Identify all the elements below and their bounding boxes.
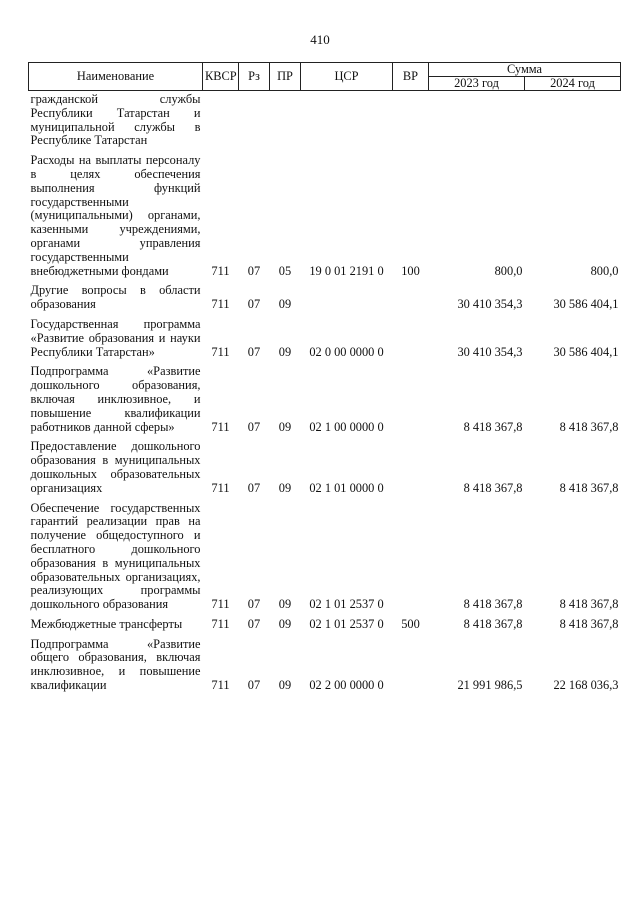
- table-row: [29, 438, 621, 499]
- row-pr: 09: [278, 616, 292, 631]
- header-sum: Сумма: [429, 63, 621, 77]
- row-pr: 05: [278, 263, 292, 278]
- row-sum-2023: 800,0: [494, 263, 523, 278]
- row-vr: 500: [401, 616, 420, 631]
- row-sum-2024: 30 586 404,1: [553, 344, 619, 359]
- row-csr: [301, 282, 393, 316]
- row-kvsr: 711: [211, 678, 230, 693]
- row-pr: 09: [278, 344, 292, 359]
- row-kvsr: 711: [211, 480, 230, 495]
- row-csr: [301, 91, 393, 153]
- row-pr: [270, 91, 301, 153]
- row-rz: 07: [247, 263, 261, 278]
- row-sum-2024: 30 586 404,1: [553, 297, 619, 312]
- row-sum-2024: 22 168 036,3: [553, 678, 619, 693]
- page-number: 410: [310, 32, 330, 47]
- row-rz: 07: [247, 480, 261, 495]
- row-kvsr: 711: [211, 297, 230, 312]
- row-kvsr: 711: [211, 263, 230, 278]
- row-pr: 09: [278, 597, 292, 612]
- budget-table: [28, 62, 621, 697]
- row-name: Государственная программа «Развитие образования и науки Республики Татарстан»: [30, 316, 201, 359]
- row-csr: 02 1 01 2537 0: [309, 616, 384, 631]
- row-sum-2024: 8 418 367,8: [559, 616, 619, 631]
- row-vr: [393, 363, 429, 438]
- row-csr: 02 1 00 0000 0: [309, 419, 384, 434]
- header-year-2024: 2024 год: [525, 77, 621, 91]
- row-sum-2023: [429, 91, 525, 153]
- header-vr: ВР: [393, 63, 429, 91]
- row-vr: [393, 282, 429, 316]
- row-vr: [393, 636, 429, 697]
- row-name: Подпрограмма «Развитие общего образования, включая инклюзивное, и повышение квалификации: [30, 636, 201, 693]
- row-pr: 09: [278, 419, 292, 434]
- row-sum-2023: 30 410 354,3: [457, 344, 523, 359]
- row-vr: [393, 500, 429, 616]
- row-rz: [239, 91, 270, 153]
- row-sum-2023: 21 991 986,5: [457, 678, 523, 693]
- row-kvsr: 711: [211, 344, 230, 359]
- table-row: [29, 282, 621, 316]
- row-sum-2024: 800,0: [590, 263, 619, 278]
- row-csr: 02 2 00 0000 0: [309, 678, 384, 693]
- row-rz: 07: [247, 419, 261, 434]
- row-sum-2024: 8 418 367,8: [559, 419, 619, 434]
- row-sum-2024: 8 418 367,8: [559, 480, 619, 495]
- header-csr: ЦСР: [301, 63, 393, 91]
- row-sum-2024: [525, 91, 621, 153]
- row-vr: [393, 91, 429, 153]
- row-name: Другие вопросы в области образования: [30, 283, 201, 312]
- row-rz: 07: [247, 616, 261, 631]
- row-pr: 09: [278, 297, 292, 312]
- header-pr: ПР: [270, 63, 301, 91]
- row-name: Подпрограмма «Развитие дошкольного образования, включая инклюзивное, и повышение квалификации работников данной сферы»: [30, 364, 201, 434]
- row-kvsr: 711: [211, 419, 230, 434]
- row-rz: 07: [247, 597, 261, 612]
- row-kvsr: 711: [211, 597, 230, 612]
- table-row: [29, 363, 621, 438]
- header-year-2023: 2023 год: [429, 77, 525, 91]
- table-row: [29, 152, 621, 282]
- row-csr: 02 0 00 0000 0: [309, 344, 384, 359]
- row-sum-2023: 30 410 354,3: [457, 297, 523, 312]
- row-kvsr: 711: [211, 616, 230, 631]
- table-row: [29, 500, 621, 616]
- row-name: гражданской службы Республики Татарстан и муниципальной службы в Республике Татарстан: [30, 92, 201, 148]
- header-name: Наименование: [29, 63, 203, 91]
- row-name: Расходы на выплаты персоналу в целях обеспечения выполнения функций государственными (муниципальными) органами, казенными учреждениями, органами управления государственными внебюджетными фондами: [30, 153, 201, 278]
- row-csr: 19 0 01 2191 0: [309, 263, 384, 278]
- row-csr: 02 1 01 0000 0: [309, 480, 384, 495]
- row-pr: 09: [278, 678, 292, 693]
- table-row: [29, 316, 621, 363]
- row-sum-2023: 8 418 367,8: [463, 597, 523, 612]
- row-csr: 02 1 01 2537 0: [309, 597, 384, 612]
- header-rz: Рз: [239, 63, 270, 91]
- table-row: [29, 636, 621, 697]
- row-sum-2023: 8 418 367,8: [463, 616, 523, 631]
- row-sum-2023: 8 418 367,8: [463, 419, 523, 434]
- row-sum-2023: 8 418 367,8: [463, 480, 523, 495]
- row-vr: 100: [401, 263, 420, 278]
- table-header: [29, 63, 621, 91]
- row-name: Межбюджетные трансферты: [30, 616, 183, 631]
- row-kvsr: [203, 91, 239, 153]
- row-vr: [393, 438, 429, 499]
- row-rz: 07: [247, 678, 261, 693]
- row-sum-2024: 8 418 367,8: [559, 597, 619, 612]
- row-name: Предоставление дошкольного образования в муниципальных дошкольных образовательных организациях: [30, 439, 201, 495]
- row-rz: 07: [247, 297, 261, 312]
- row-vr: [393, 316, 429, 363]
- row-name: Обеспечение государственных гарантий реализации прав на получение общедоступного и бесплатного дошкольного образования в муниципальных образовательных организациях, реализующих программы дошкольного образования: [30, 500, 201, 612]
- row-pr: 09: [278, 480, 292, 495]
- table-row: [29, 91, 621, 153]
- table-row: [29, 616, 621, 636]
- header-kvsr: КВСР: [203, 63, 239, 91]
- row-rz: 07: [247, 344, 261, 359]
